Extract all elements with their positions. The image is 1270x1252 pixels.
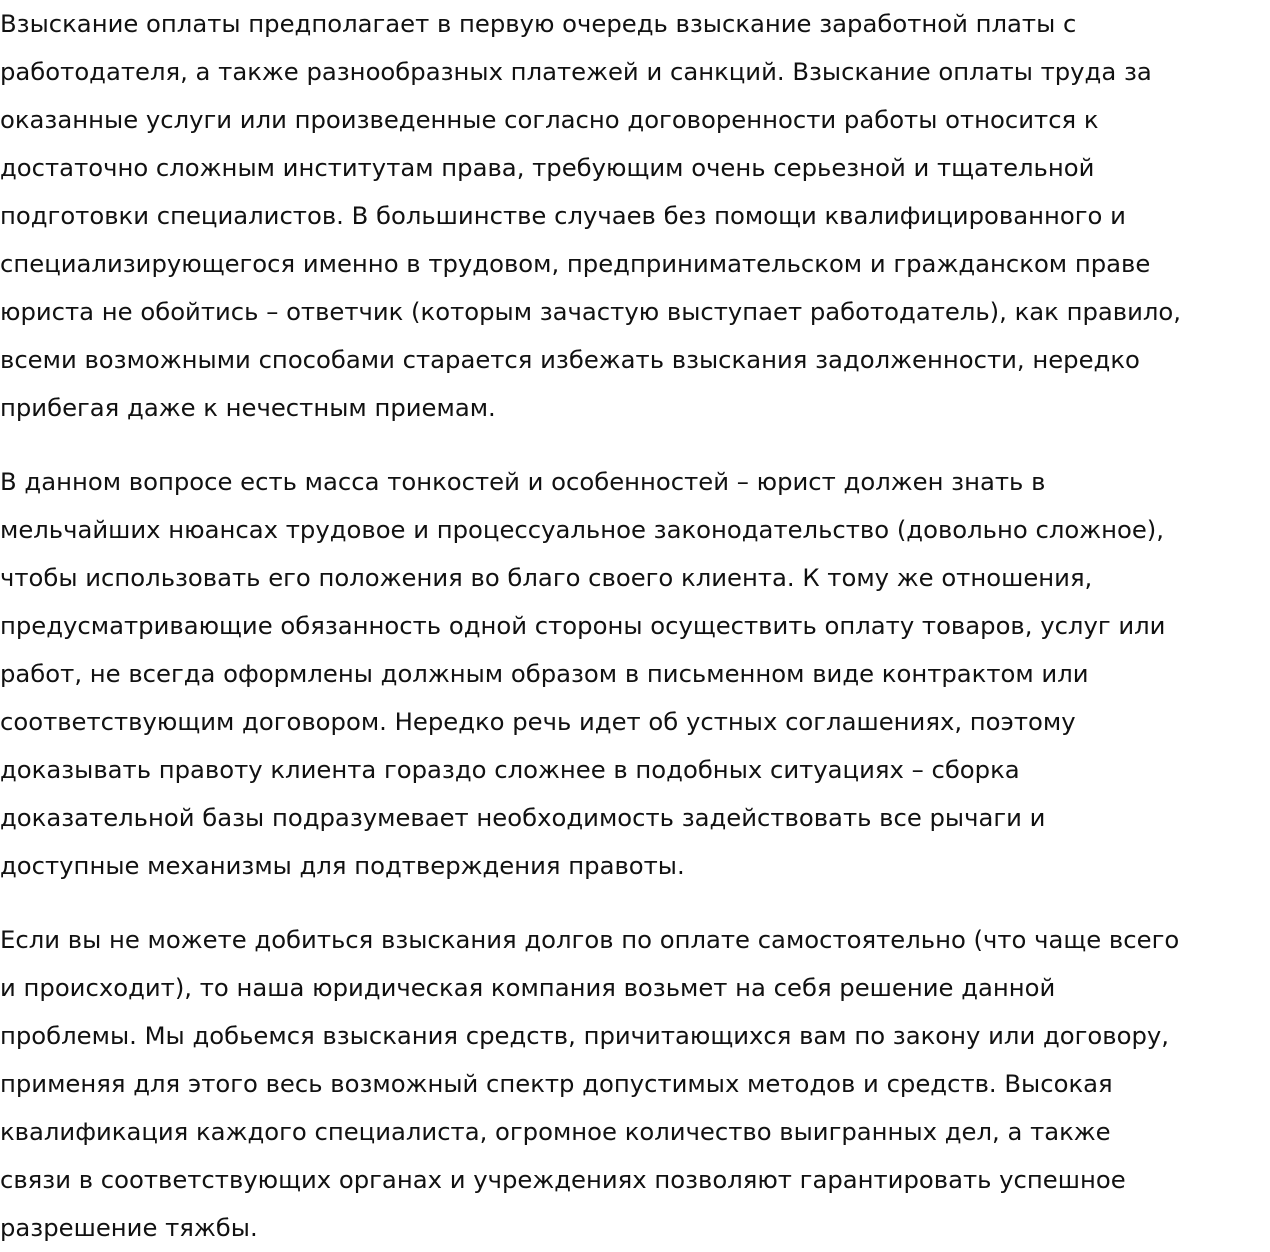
paragraph-line: специализирующегося именно в трудовом, предпринимательском и гражданском праве [0,249,1151,278]
paragraph-line: чтобы использовать его положения во благо своего клиента. К тому же отношения, [0,563,1093,592]
paragraph-line: оказанные услуги или произведенные согласно договоренности работы относится к [0,105,1099,134]
paragraph-line: Взыскание оплаты предполагает в первую очередь взыскание заработной платы с [0,9,1077,38]
paragraph-line: доказательной базы подразумевает необходимость задействовать все рычаги и [0,803,1046,832]
paragraph-line: доступные механизмы для подтверждения правоты. [0,851,685,880]
paragraph-line: достаточно сложным институтам права, требующим очень серьезной и тщательной [0,153,1095,182]
paragraph-line: доказывать правоту клиента гораздо сложнее в подобных ситуациях – сборка [0,755,1020,784]
paragraph-line: всеми возможными способами старается избежать взыскания задолженности, нередко [0,345,1140,374]
article-paragraph-3 [0,916,1270,1252]
paragraph-line: проблемы. Мы добьемся взыскания средств, причитающихся вам по закону или договору, [0,1021,1169,1050]
paragraph-line: работ, не всегда оформлены должным образом в письменном виде контрактом или [0,659,1089,688]
paragraph-line: соответствующим договором. Нередко речь идет об устных соглашениях, поэтому [0,707,1076,736]
paragraph-line: связи в соответствующих органах и учреждениях позволяют гарантировать успешное [0,1165,1126,1194]
paragraph-line: мельчайших нюансах трудовое и процессуальное законодательство (довольно сложное), [0,515,1165,544]
paragraph-line: подготовки специалистов. В большинстве случаев без помощи квалифицированного и [0,201,1126,230]
paragraph-line: и происходит), то наша юридическая компания возьмет на себя решение данной [0,973,1056,1002]
paragraph-line: разрешение тяжбы. [0,1213,258,1242]
article-paragraph-2 [0,458,1270,890]
article-paragraph-1 [0,0,1270,432]
paragraph-line: прибегая даже к нечестным приемам. [0,393,496,422]
paragraph-line: квалификация каждого специалиста, огромное количество выигранных дел, а также [0,1117,1111,1146]
paragraph-line: работодателя, а также разнообразных платежей и санкций. Взыскание оплаты труда за [0,57,1152,86]
paragraph-line: Если вы не можете добиться взыскания долгов по оплате самостоятельно (что чаще всего [0,925,1180,954]
paragraph-line: В данном вопросе есть масса тонкостей и особенностей – юрист должен знать в [0,467,1046,496]
paragraph-line: предусматривающие обязанность одной стороны осуществить оплату товаров, услуг или [0,611,1166,640]
paragraph-line: применяя для этого весь возможный спектр допустимых методов и средств. Высокая [0,1069,1113,1098]
paragraph-line: юриста не обойтись – ответчик (которым зачастую выступает работодатель), как правило, [0,297,1181,326]
